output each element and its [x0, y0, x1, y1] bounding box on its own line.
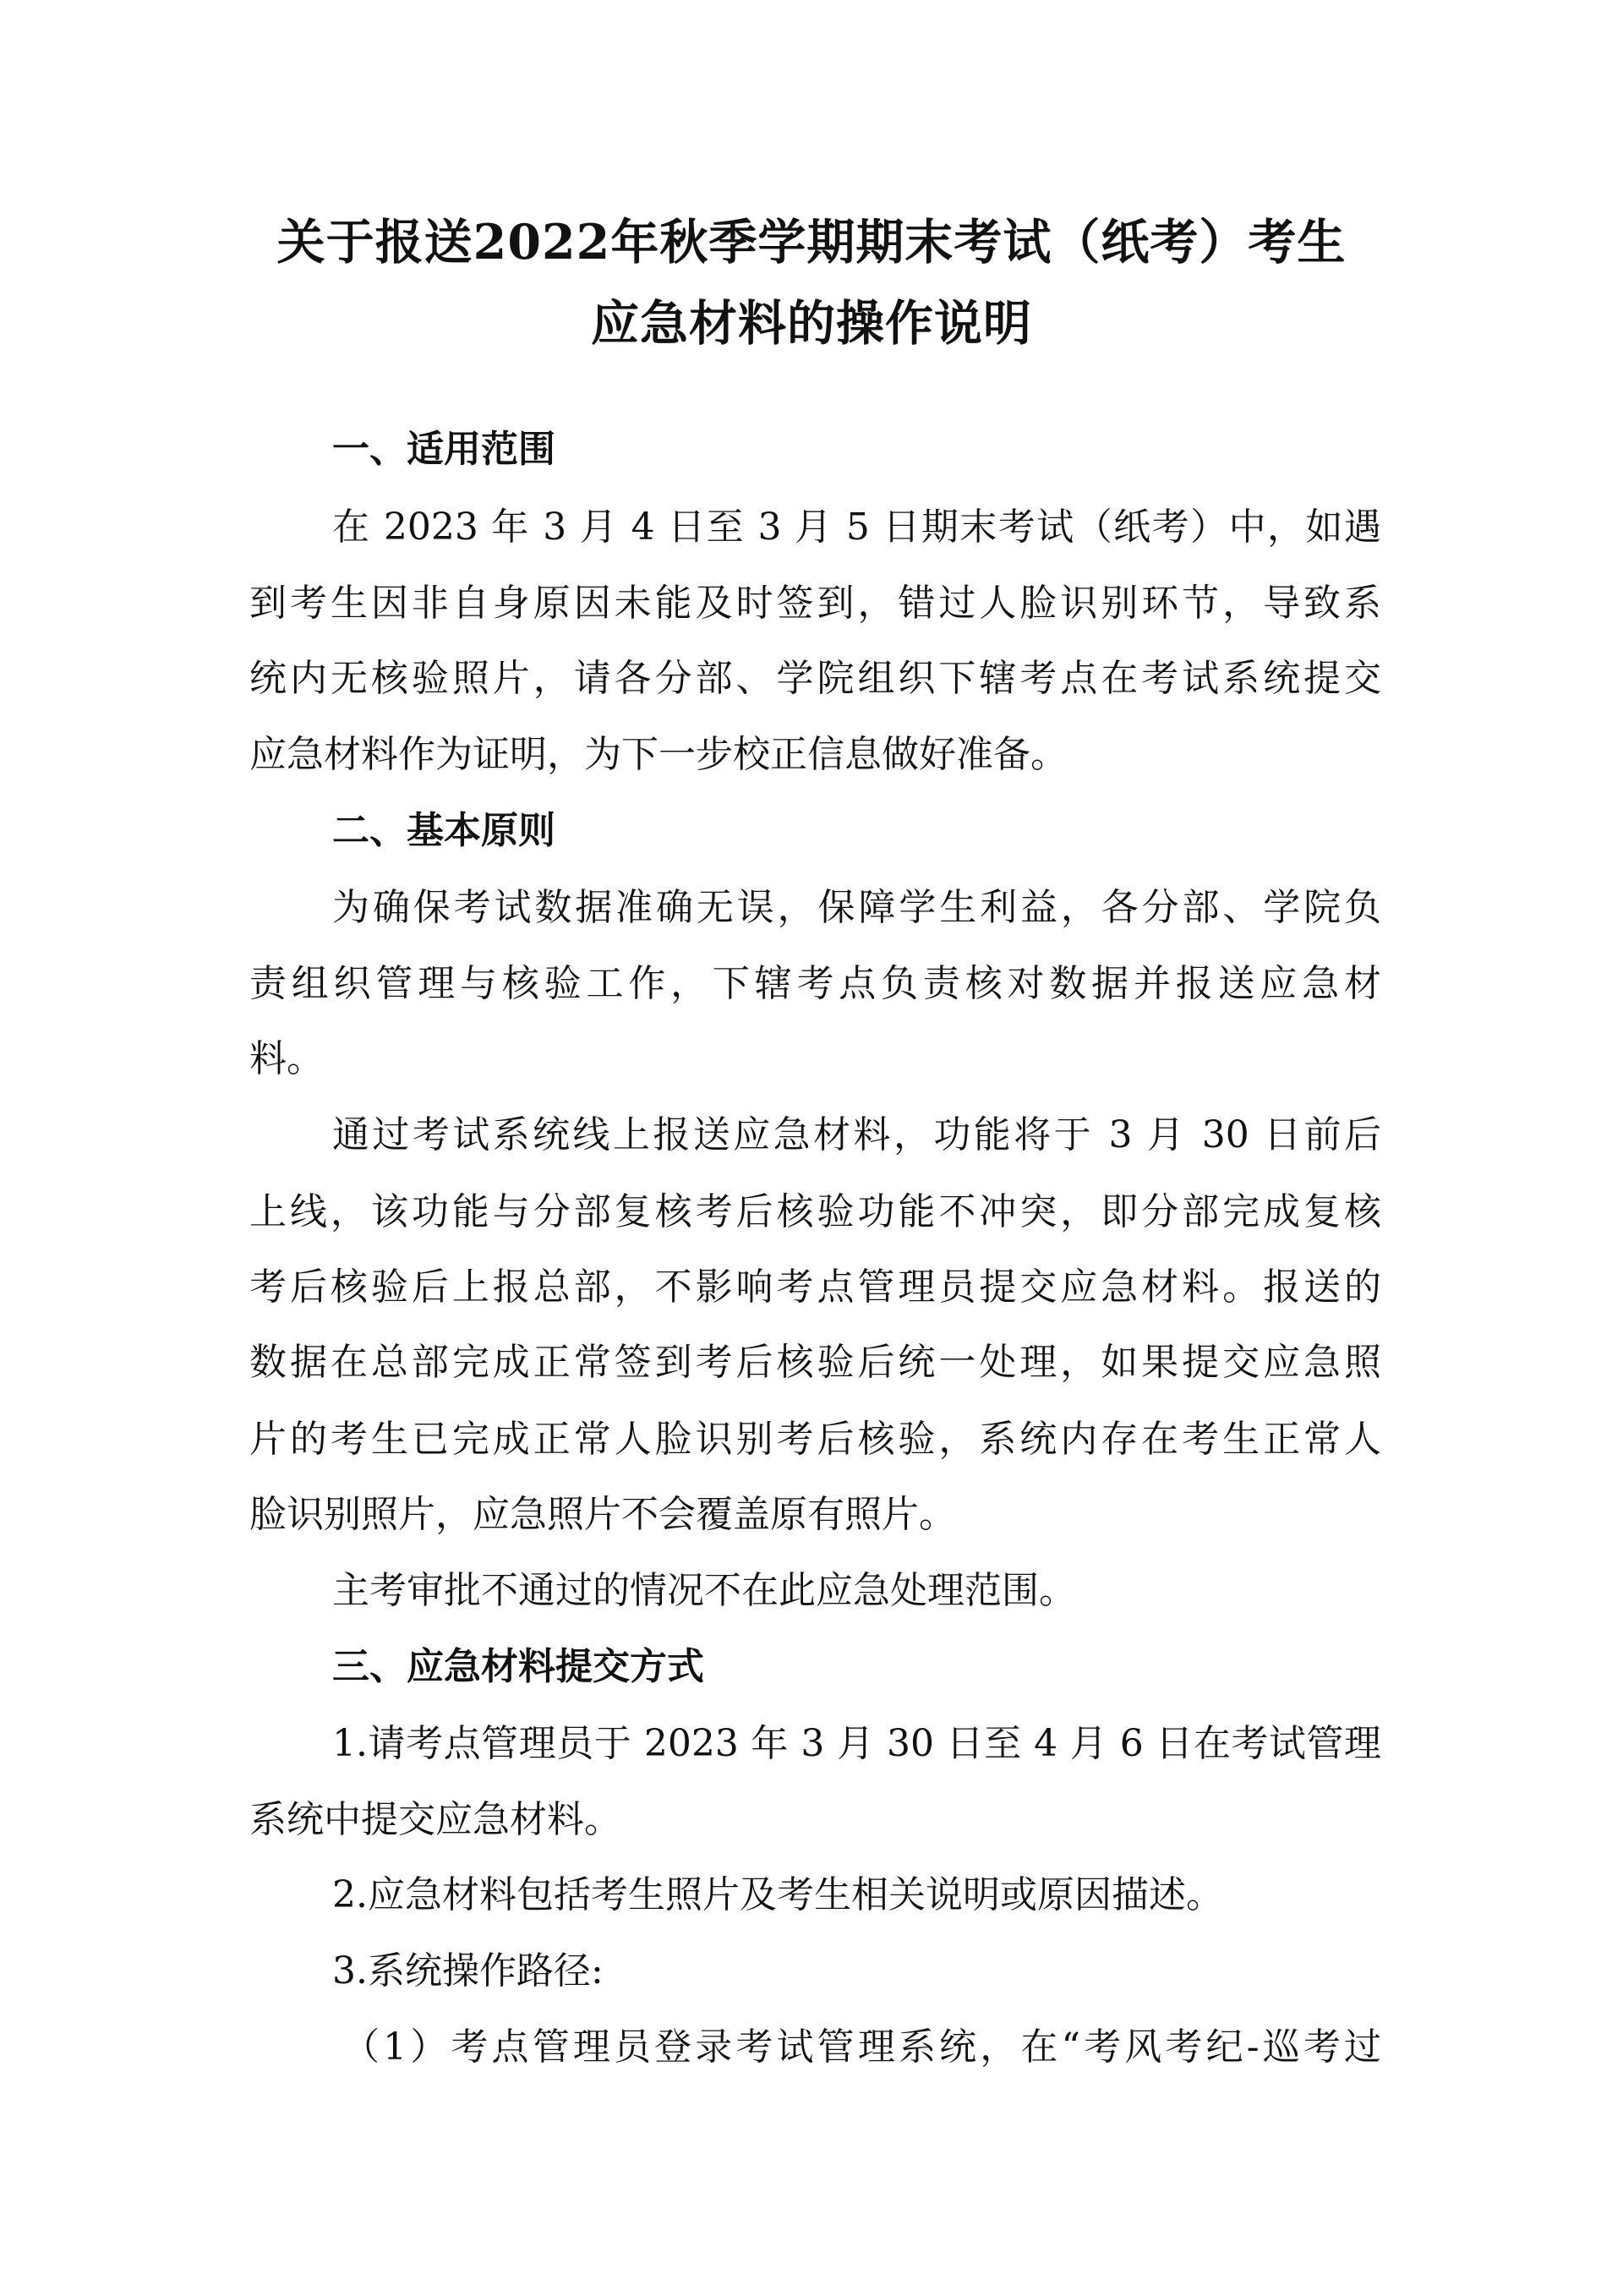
- paragraph-line: 应急材料作为证明，为下一步校正信息做好准备。: [249, 733, 1068, 776]
- paragraph-line: 通过考试系统线上报送应急材料，功能将于 3 月 30 日前后: [332, 1113, 1381, 1156]
- section-heading-principles: 二、基本原则: [332, 809, 555, 852]
- document-title-line-1: 关于报送2022年秋季学期期末考试（纸考）考生: [276, 214, 1347, 271]
- paragraph-line: 在 2023 年 3 月 4 日至 3 月 5 日期末考试（纸考）中，如遇: [332, 506, 1381, 549]
- section-heading-submission: 三、应急材料提交方式: [332, 1645, 704, 1688]
- paragraph-line: 到考生因非自身原因未能及时签到，错过人脸识别环节，导致系: [249, 582, 1381, 625]
- paragraph-line: 主考审批不通过的情况不在此应急处理范围。: [332, 1569, 1076, 1612]
- paragraph-line: 上线，该功能与分部复核考后核验功能不冲突，即分部完成复核: [249, 1190, 1381, 1233]
- section-heading-scope: 一、适用范围: [332, 428, 555, 471]
- paragraph-line: 统内无核验照片，请各分部、学院组织下辖考点在考试系统提交: [249, 657, 1381, 700]
- paragraph-line: 3.系统操作路径:: [332, 1949, 604, 1993]
- paragraph-line: 2.应急材料包括考生照片及考生相关说明或原因描述。: [332, 1873, 1223, 1916]
- paragraph-line: 系统中提交应急材料。: [249, 1798, 621, 1841]
- paragraph-line: （1）考点管理员登录考试管理系统，在“考风考纪-巡考过: [342, 2025, 1381, 2069]
- paragraph-line: 为确保考试数据准确无误，保障学生利益，各分部、学院负: [332, 886, 1381, 929]
- paragraph-line: 片的考生已完成正常人脸识别考后核验，系统内存在考生正常人: [249, 1418, 1381, 1461]
- paragraph-line: 数据在总部完成正常签到考后核验后统一处理，如果提交应急照: [249, 1341, 1381, 1384]
- paragraph-line: 1.请考点管理员于 2023 年 3 月 30 日至 4 月 6 日在考试管理: [332, 1722, 1381, 1765]
- paragraph-line: 考后核验后上报总部，不影响考点管理员提交应急材料。报送的: [249, 1266, 1381, 1309]
- paragraph-line: 脸识别照片，应急照片不会覆盖原有照片。: [249, 1493, 956, 1536]
- document-title-line-2: 应急材料的操作说明: [591, 295, 1032, 352]
- paragraph-line: 料。: [249, 1037, 324, 1080]
- paragraph-line: 责组织管理与核验工作，下辖考点负责核对数据并报送应急材: [249, 962, 1381, 1005]
